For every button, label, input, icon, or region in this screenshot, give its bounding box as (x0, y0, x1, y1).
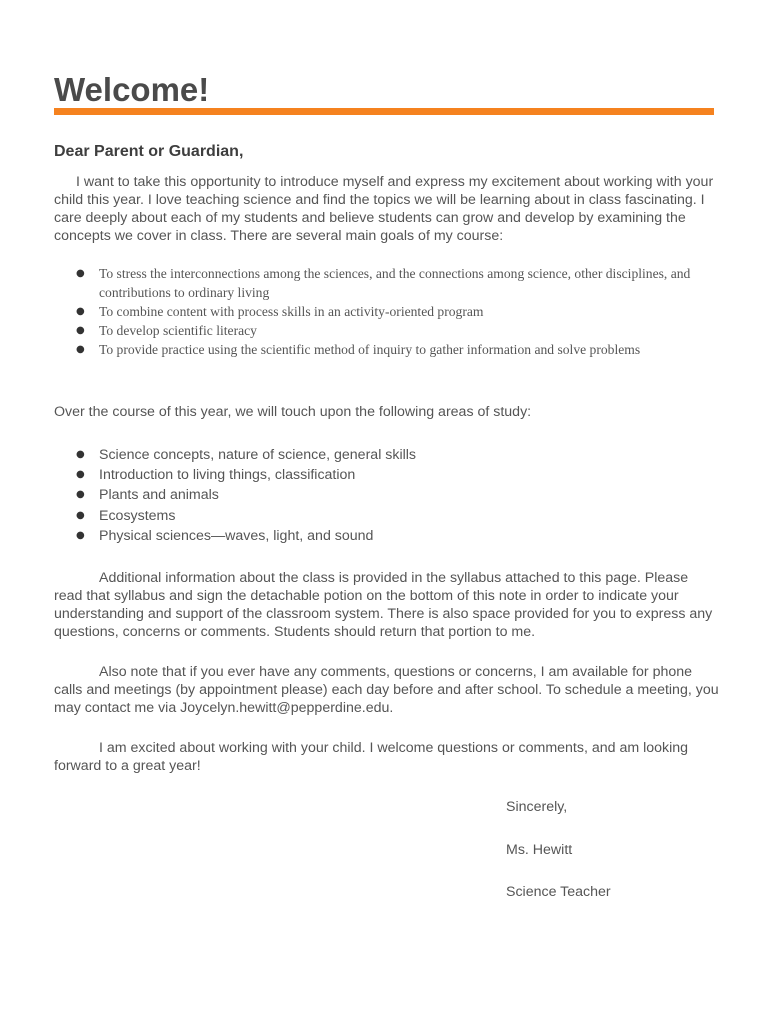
goal-item (54, 302, 714, 321)
bullet-icon: ● (76, 325, 85, 336)
goal-text: To combine content with process skills in an activity-oriented program (99, 304, 484, 319)
area-item (54, 506, 714, 526)
closing-paragraph: I am excited about working with your child. I welcome questions or comments, and am looking forward to a great year! (54, 740, 689, 774)
goals-list (54, 264, 714, 359)
areas-list (54, 445, 714, 546)
bullet-icon: ● (76, 529, 85, 541)
bullet-icon: ● (76, 489, 85, 501)
bullet-icon: ● (76, 449, 85, 460)
bullet-icon: ● (76, 344, 85, 355)
page-title: Welcome! (54, 71, 210, 108)
goal-item (54, 340, 714, 359)
area-text: Introduction to living things, classification (99, 467, 356, 484)
signature-name: Ms. Hewitt (506, 842, 573, 858)
area-text: Ecosystems (99, 507, 176, 524)
goal-item (54, 321, 714, 340)
signature-closing: Sincerely, (506, 799, 568, 815)
goal-text: To provide practice using the scientific method of inquiry to gather information and solve problems (99, 342, 641, 357)
area-text: Plants and animals (99, 487, 219, 504)
bullet-icon: ● (76, 509, 85, 521)
salutation: Dear Parent or Guardian, (54, 143, 244, 160)
area-item (54, 445, 714, 465)
intro-paragraph: I want to take this opportunity to introduce myself and express my excitement about working with your child this year. I love teaching science and find the topics we will be learning about in class fascinating. I care deeply about each of my students and believe students can grow and develop by examining the concepts we cover in class. There are several main goals of my course: (54, 174, 714, 244)
additional-info-paragraph: Additional information about the class is provided in the syllabus attached to this page. Please read that syllabus and sign the detachable potion on the bottom of this note in order to indicate your understanding and support of the classroom system. There is also space provided for you to express any questions, concerns or comments. Students should return that portion to me. (54, 570, 713, 640)
contact-note-paragraph: Also note that if you ever have any comments, questions or concerns, I am available for phone calls and meetings (by appointment please) each day before and after school. To schedule a meeting, you may contact me via Joycelyn.hewitt@pepperdine.edu. (54, 664, 719, 716)
bullet-icon: ● (76, 469, 85, 481)
goal-text: To stress the interconnections among the sciences, and the connections among science, other disciplines, and contributions to ordinary living (99, 266, 691, 300)
areas-intro: Over the course of this year, we will touch upon the following areas of study: (54, 404, 532, 420)
area-item (54, 526, 714, 546)
area-text: Science concepts, nature of science, general skills (99, 447, 417, 463)
signature-role: Science Teacher (506, 884, 611, 900)
goal-text: To develop scientific literacy (99, 323, 257, 338)
title-divider (54, 108, 714, 115)
area-item (54, 465, 714, 485)
goal-item (54, 264, 714, 302)
bullet-icon: ● (76, 268, 85, 279)
area-item (54, 485, 714, 505)
bullet-icon: ● (76, 306, 85, 317)
area-text: Physical sciences—waves, light, and sound (99, 527, 374, 544)
